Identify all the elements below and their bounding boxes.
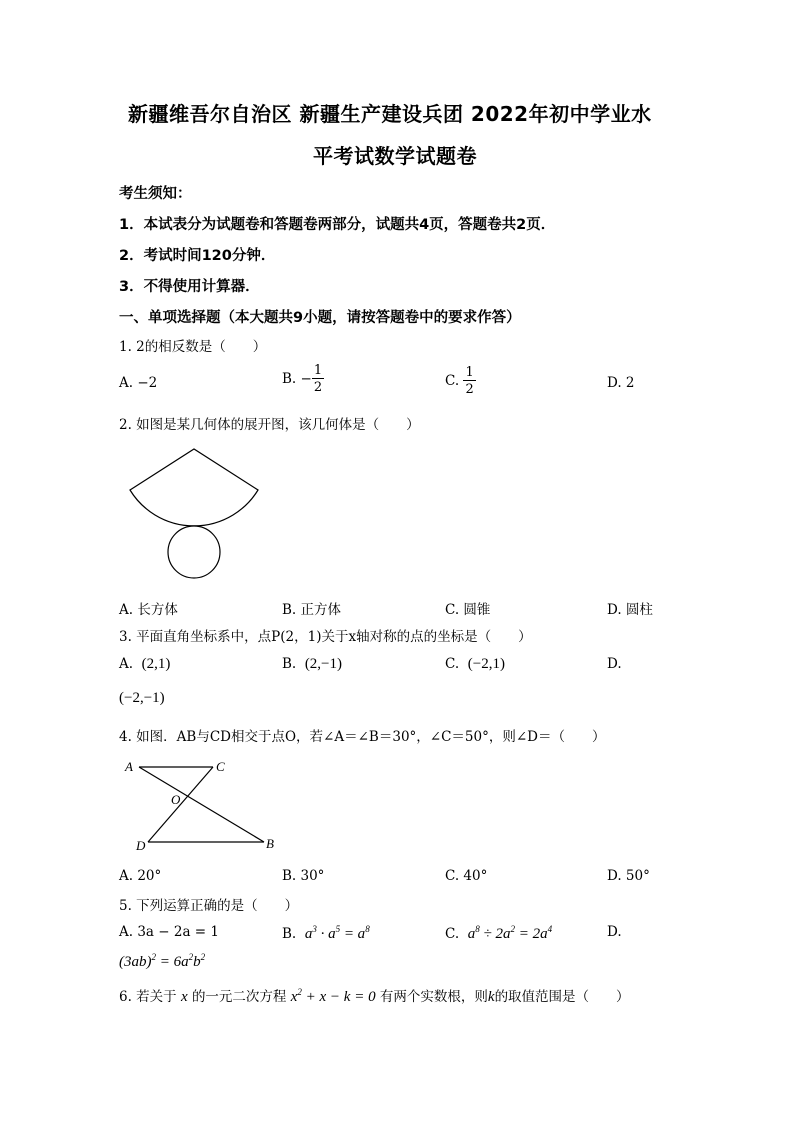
q2-stem: 2. 如图是某几何体的展开图，该几何体是（ ） bbox=[119, 417, 420, 433]
q4-option-c: C. 40° bbox=[445, 868, 488, 884]
q5-option-d: $(3ab)^2 = 6a^2b^2$ bbox=[119, 952, 206, 970]
q1-option-a: A. −2 bbox=[119, 375, 158, 391]
q2-option-c: C. 圆锥 bbox=[445, 602, 491, 618]
q4-option-a: A. 20° bbox=[119, 868, 162, 884]
q1-option-c: C. $\frac{1}{2}$ bbox=[445, 365, 474, 397]
q6-stem: 6. 若关于 x 的一元二次方程 $x^2 + x - k = 0$ 有两个实数根，则k的取值范围是（ ） bbox=[119, 987, 630, 1005]
notice-heading: 考生须知： bbox=[119, 186, 192, 202]
section-1-heading: 一、单项选择题（本大题共9小题，请按答题卷中的要求作答） bbox=[119, 310, 521, 326]
q4-option-b: B. 30° bbox=[282, 868, 325, 884]
point-label-a: A bbox=[125, 759, 133, 774]
q1-option-d: D. 2 bbox=[607, 375, 635, 391]
q5-option-b: B. $a^3 \cdot a^5 = a^8$ bbox=[282, 924, 370, 942]
q3-option-d-label: D. bbox=[607, 656, 622, 672]
point-label-d: D bbox=[136, 838, 146, 853]
q1-option-b: B. − $\frac{1}{2}$ bbox=[282, 363, 323, 395]
q4-option-d: D. 50° bbox=[607, 868, 650, 884]
q2-option-a: A. 长方体 bbox=[119, 602, 178, 618]
q3-option-b: B. (2,−1) bbox=[282, 656, 343, 672]
point-label-c: C bbox=[216, 759, 225, 774]
q5-option-d-label: D. bbox=[607, 924, 622, 940]
point-label-b: B bbox=[266, 836, 274, 851]
title-line-1: 新疆维吾尔自治区 新疆生产建设兵团 2022年初中学业水 bbox=[128, 102, 652, 126]
q3-option-c: C. (−2,1) bbox=[445, 656, 505, 672]
title-line-2: 平考试数学试题卷 bbox=[313, 144, 477, 168]
q5-stem: 5. 下列运算正确的是（ ） bbox=[119, 898, 299, 914]
q3-option-d: (−2,−1) bbox=[119, 690, 165, 706]
notice-item-3: 3．不得使用计算器． bbox=[119, 279, 260, 295]
q3-option-a: A. (2,1) bbox=[119, 656, 171, 672]
q4-stem: 4. 如图．AB与CD相交于点O，若∠A＝∠B＝30°，∠C＝50°，则∠D＝（ ） bbox=[119, 729, 606, 745]
point-label-o: O bbox=[171, 792, 181, 807]
notice-item-1: 1．本试表分为试题卷和答题卷两部分，试题共4页，答题卷共2页． bbox=[119, 217, 556, 233]
q3-stem: 3. 平面直角坐标系中，点P(2，1)关于x轴对称的点的坐标是（ ） bbox=[119, 629, 532, 645]
q2-option-d: D. 圆柱 bbox=[607, 602, 653, 618]
q1-stem: 1. 2的相反数是（ ） bbox=[119, 339, 267, 355]
q5-option-a: A. 3a − 2a = 1 bbox=[119, 924, 219, 940]
q5-option-c: C. $a^8 \div 2a^2 = 2a^4$ bbox=[445, 924, 553, 942]
notice-item-2: 2．考试时间120分钟． bbox=[119, 248, 276, 264]
q2-option-b: B. 正方体 bbox=[282, 602, 342, 618]
